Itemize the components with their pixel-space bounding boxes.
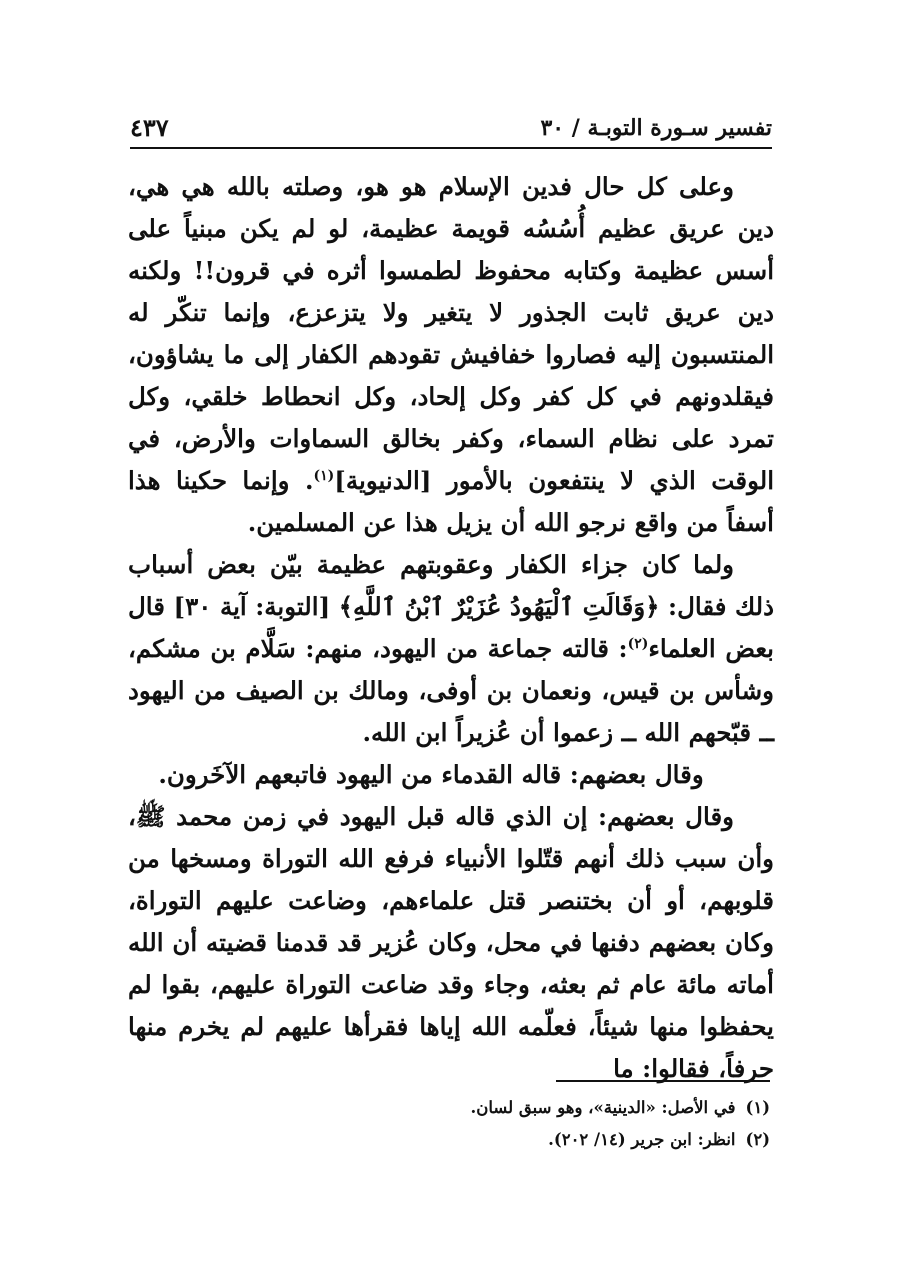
paragraph-2-text-c: : قالته جماعة من اليهود، منهم: سَلَّام بن مشكم، وشأس بن قيس، ونعمان بن أوفى، ومالك بن الصيف من اليهود ــ قبّحهم الله ــ زعموا أن عُزيراً ابن الله.	[128, 634, 774, 747]
quran-verse: ﴿وَقَالَتِ ٱلْيَهُودُ عُزَيْرٌ ٱبْنُ ٱللَّهِ﴾	[338, 592, 660, 621]
paragraph-1-text-b: . وإنما حكينا هذا أسفاً من واقع نرجو الله أن يزيل هذا عن المسلمين.	[128, 466, 774, 537]
page-body	[128, 166, 774, 1090]
paragraph-1	[128, 166, 774, 544]
footnote-2	[130, 1124, 770, 1156]
footnote-1-number: (١)	[745, 1098, 770, 1117]
paragraph-3: وقال بعضهم: قاله القدماء من اليهود فاتبعهم الآخَرون.	[158, 760, 704, 789]
footnote-1	[130, 1092, 770, 1124]
footnotes	[130, 1092, 770, 1156]
footnote-divider	[556, 1080, 770, 1082]
footnote-ref-1[interactable]: (١)	[313, 467, 335, 484]
footnote-2-text: انظر: ابن جرير (١٤/ ٢٠٢).	[548, 1130, 736, 1149]
footnote-1-text: في الأصل: «الدينية»، وهو سبق لسان.	[470, 1098, 736, 1117]
page-number: ٤٣٧	[130, 113, 169, 142]
header-divider	[130, 147, 772, 149]
footnote-ref-2[interactable]: (٢)	[627, 635, 649, 652]
paragraph-2	[128, 544, 774, 754]
paragraph-4: وقال بعضهم: إن الذي قاله قبل اليهود في زمن محمد ﷺ، وأن سبب ذلك أنهم قتّلوا الأنبياء فرفع الله التوراة ومسخها من قلوبهم، أو أن بختنصر قتل علماءهم، وضاعت عليهم التوراة، وكان بعضهم دفنها في محل، وكان عُزير قد قدمنا قضيته أن الله أماته مائة عام ثم بعثه، وجاء وقد ضاعت التوراة عليهم، بقوا لم يحفظوا منها شيئاً، فعلّمه الله إياها فقرأها عليهم لم يخرم منها حرفاً، فقالوا: ما	[128, 802, 774, 1083]
paragraph-2-text-b: [التوبة: آية ٣٠] قال بعض العلماء	[128, 592, 774, 663]
footnote-2-number: (٢)	[745, 1130, 770, 1149]
paragraph-1-text-a: وعلى كل حال فدين الإسلام هو هو، وصلته بالله هي هي، دين عريق عظيم أُسُسُه قويمة عظيمة، لو لم يكن مبنياً على أسس عظيمة وكتابه محفوظ لطمسوا أثره في قرون!! ولكنه دين عريق ثابت الجذور لا يتغير ولا يتزعزع، وإنما تنكّر له المنتسبون إليه فصاروا خفافيش تقودهم الكفار إلى ما يشاؤون، فيقلدونهم في كل كفر وكل إلحاد، وكل انحطاط خلقي، وكل تمرد على نظام السماء، وكفر بخالق السماوات والأرض، في الوقت الذي لا ينتفعون بالأمور [الدنيوية]	[128, 172, 774, 495]
page-header	[130, 112, 772, 146]
running-title: تفسير سـورة التوبـة / ٣٠	[540, 115, 772, 141]
paragraph-2-text-a: ولما كان جزاء الكفار وعقوبتهم عظيمة بيّن بعض أسباب ذلك فقال:	[128, 550, 774, 621]
